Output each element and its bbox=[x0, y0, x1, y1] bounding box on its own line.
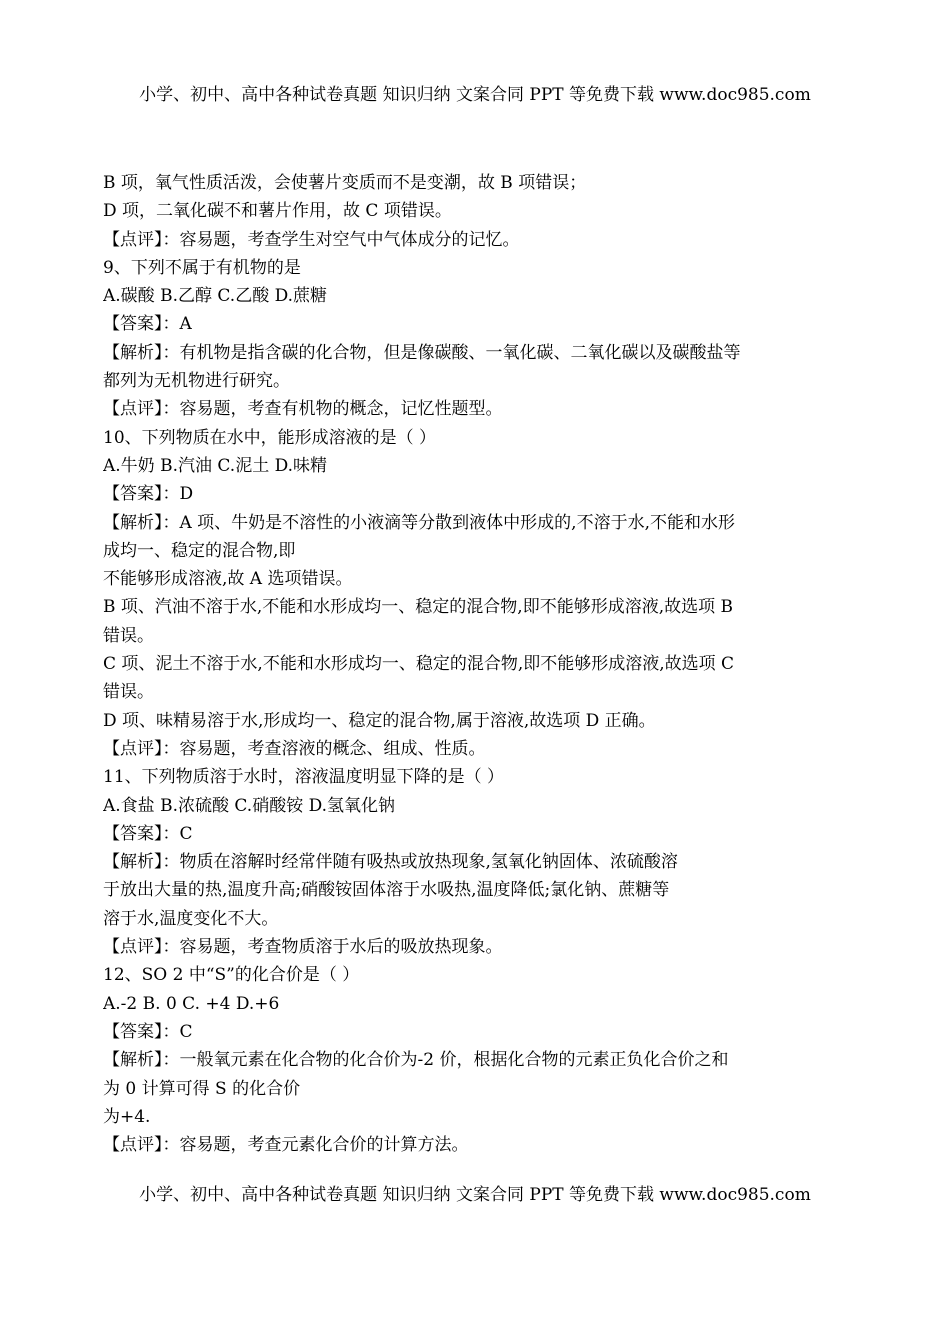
text-line: D 项、味精易溶于水,形成均一、稳定的混合物,属于溶液,故选项 D 正确。 bbox=[103, 710, 656, 731]
comment-line: 【点评】：容易题，考查元素化合价的计算方法。 bbox=[103, 1135, 469, 1156]
comment-line: 【点评】：容易题，考查有机物的概念，记忆性题型。 bbox=[103, 399, 503, 420]
answer-line: 【答案】：C bbox=[103, 823, 193, 844]
analysis-line: 【解析】：有机物是指含碳的化合物，但是像碳酸、一氧化碳、二氧化碳以及碳酸盐等 bbox=[103, 342, 741, 363]
analysis-line: 【解析】：A 项、牛奶是不溶性的小液滴等分散到液体中形成的,不溶于水,不能和水形 bbox=[103, 512, 735, 533]
comment-line: 【点评】：容易题，考查学生对空气中气体成分的记忆。 bbox=[103, 229, 520, 250]
text-line: 都列为无机物进行研究。 bbox=[103, 371, 290, 392]
text-line: D 项，二氧化碳不和薯片作用，故 C 项错误。 bbox=[103, 201, 452, 222]
text-line: B 项，氧气性质活泼，会使薯片变质而不是变潮，故 B 项错误； bbox=[103, 173, 587, 193]
text-line: 错误。 bbox=[103, 682, 154, 703]
text-line: 为+4. bbox=[103, 1106, 151, 1127]
text-line: C 项、泥土不溶于水,不能和水形成均一、稳定的混合物,即不能够形成溶液,故选项 C bbox=[103, 654, 735, 675]
analysis-line: 【解析】：一般氧元素在化合物的化合价为-2 价，根据化合物的元素正负化合价之和 bbox=[103, 1050, 729, 1071]
comment-line: 【点评】：容易题，考查溶液的概念、组成、性质。 bbox=[103, 738, 486, 759]
text-line: 于放出大量的热,温度升高;硝酸铵固体溶于水吸热,温度降低;氯化钠、蔗糖等 bbox=[103, 880, 670, 901]
answer-line: 【答案】：C bbox=[103, 1021, 193, 1042]
answer-line: 【答案】：D bbox=[103, 484, 194, 505]
question-12: 12、SO 2 中“S”的化合价是（ ） bbox=[103, 965, 360, 986]
text-line: 溶于水,温度变化不大。 bbox=[103, 908, 279, 929]
question-10: 10、下列物质在水中，能形成溶液的是（ ） bbox=[103, 427, 437, 448]
question-11-options: A.食盐 B.浓硫酸 C.硝酸铵 D.氢氧化钠 bbox=[103, 795, 396, 816]
text-line: 不能够形成溶液,故 A 选项错误。 bbox=[103, 569, 353, 590]
text-line: 为 0 计算可得 S 的化合价 bbox=[103, 1078, 301, 1099]
question-10-options: A.牛奶 B.汽油 C.泥土 D.味精 bbox=[103, 455, 328, 476]
text-line: 成均一、稳定的混合物,即 bbox=[103, 540, 296, 561]
question-12-options: A.-2 B. 0 C. +4 D.+6 bbox=[103, 993, 280, 1014]
comment-line: 【点评】：容易题，考查物质溶于水后的吸放热现象。 bbox=[103, 937, 503, 958]
document-body bbox=[103, 169, 853, 1159]
question-11: 11、下列物质溶于水时，溶液温度明显下降的是（ ） bbox=[103, 767, 505, 788]
question-9-options: A.碳酸 B.乙醇 C.乙酸 D.蔗糖 bbox=[103, 286, 328, 307]
answer-line: 【答案】：A bbox=[103, 314, 192, 335]
text-line: B 项、汽油不溶于水,不能和水形成均一、稳定的混合物,即不能够形成溶液,故选项 B bbox=[103, 597, 734, 618]
page-header: 小学、初中、高中各种试卷真题 知识归纳 文案合同 PPT 等免费下载 www.doc985.com bbox=[139, 85, 811, 105]
question-9: 9、下列不属于有机物的是 bbox=[103, 257, 301, 278]
page-footer: 小学、初中、高中各种试卷真题 知识归纳 文案合同 PPT 等免费下载 www.doc985.com bbox=[139, 1185, 811, 1205]
analysis-line: 【解析】：物质在溶解时经常伴随有吸热或放热现象,氢氧化钠固体、浓硫酸溶 bbox=[103, 852, 678, 873]
text-line: 错误。 bbox=[103, 625, 154, 646]
